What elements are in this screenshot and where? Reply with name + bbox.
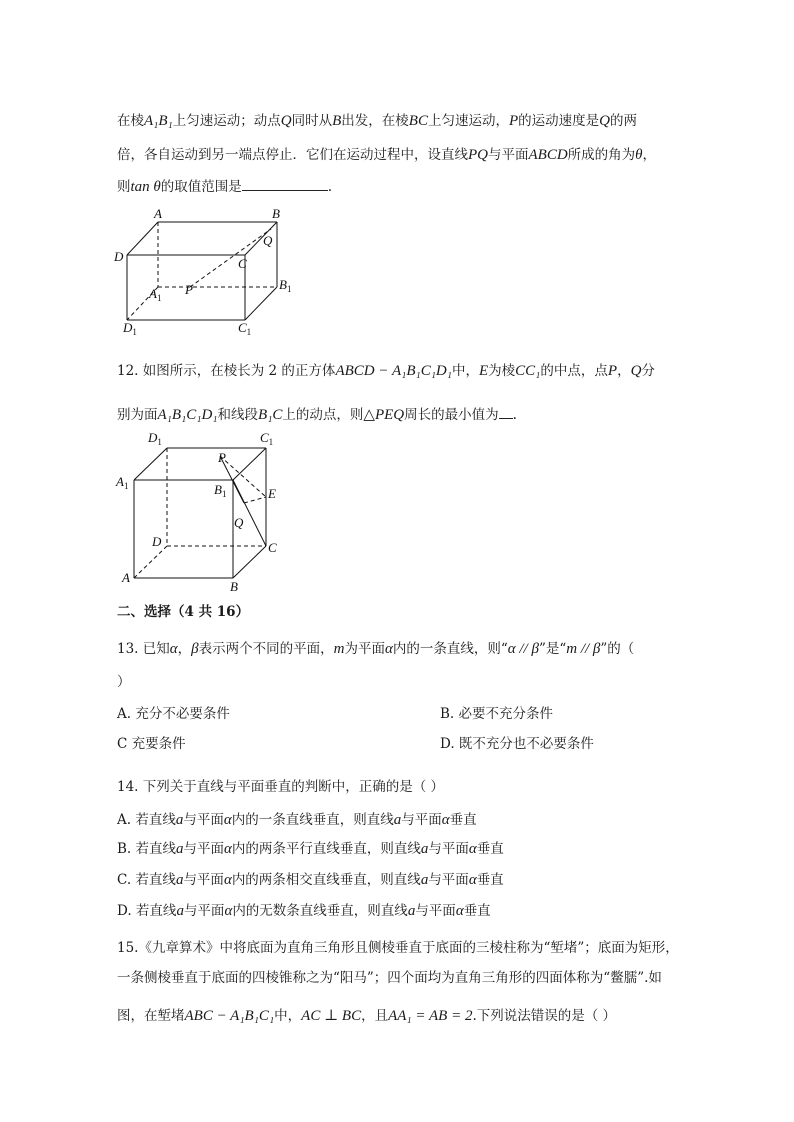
label-e: E	[268, 486, 276, 501]
label-d1: $D_1$	[148, 430, 162, 447]
q12-text: 分	[641, 363, 655, 379]
q13-math-alpha: α	[169, 641, 178, 657]
q12-line-2	[117, 404, 517, 424]
q13-text: ”的（	[600, 641, 635, 657]
q14-text: 与平面	[183, 903, 225, 919]
q13-math-alpha-parallel-beta: α // β	[507, 641, 539, 657]
label-c: C	[268, 540, 277, 555]
q14-text: 与平面	[428, 872, 469, 888]
q11-math-q: Q	[280, 113, 292, 129]
q11-line-1	[117, 112, 637, 130]
q14-option-a[interactable]	[117, 811, 477, 829]
label-c: C	[238, 256, 247, 271]
q14-text: 内的两条相交直线垂直，则直线	[231, 872, 421, 888]
q12-text: .	[512, 407, 517, 423]
q12-math-p: P	[607, 363, 618, 379]
math-a: a	[393, 812, 402, 828]
q14-text: 垂直	[463, 903, 491, 919]
q14-text: 与平面	[183, 812, 224, 828]
q15-text: ，且	[361, 1008, 389, 1024]
math-alpha: α	[468, 872, 477, 888]
math-alpha: α	[223, 872, 232, 888]
segment-pe	[220, 456, 266, 497]
q15-text: 中，	[274, 1008, 302, 1024]
q11-text: 则	[117, 179, 131, 195]
q12-math-triangle: △PEQ	[363, 407, 405, 423]
q12-math-q: Q	[630, 363, 642, 379]
q11-math-tan-theta: tan θ	[130, 179, 161, 195]
q15-line-1: 15.《九章算术》中将底面为直角三角形且侧棱垂直于底面的三棱柱称为“堑堵”；底面为矩形，	[117, 940, 679, 956]
edge-c1b1	[233, 448, 266, 480]
math-alpha: α	[441, 812, 450, 828]
q11-text: 上匀速运动；动点	[172, 113, 281, 129]
q11-math-p: P	[508, 113, 519, 129]
cube-figure	[112, 425, 287, 595]
q12-text: 上的动点，则	[282, 407, 364, 423]
answer-blank[interactable]	[499, 404, 513, 419]
q13-text: 13. 已知	[117, 641, 170, 657]
label-a1: $A_1$	[116, 474, 129, 491]
label-d1: $D_1$	[123, 320, 137, 337]
q11-line-2	[117, 146, 656, 164]
edge-d1a1	[134, 448, 167, 480]
math-a: a	[420, 872, 429, 888]
edge-ad	[127, 222, 158, 255]
segment-qe	[244, 497, 266, 503]
q12-text: 和线段	[217, 407, 259, 423]
label-p: P	[185, 282, 193, 297]
q13-option-c[interactable]: C 充要条件	[117, 736, 186, 752]
q13-math-m: m	[333, 641, 345, 657]
q13-text: 内的一条直线，则“	[392, 641, 508, 657]
segment-pq	[190, 229, 271, 287]
q11-text: 所成的角为	[567, 147, 636, 163]
q12-math-e: E	[478, 363, 489, 379]
q12-text: 中，	[451, 363, 479, 379]
label-d: D	[152, 534, 162, 549]
q11-math-q: Q	[599, 113, 610, 129]
q12-math-cc1: CC₁	[515, 363, 541, 379]
q12-text: 别为面	[117, 407, 158, 423]
q15-line-3	[117, 1007, 616, 1025]
q11-text: 上匀速运动，	[427, 113, 509, 129]
box-figure	[110, 205, 310, 340]
segment-b1c	[233, 480, 266, 546]
q12-text: 为棱	[488, 363, 516, 379]
label-a: A	[154, 206, 162, 221]
label-b1: $B_1$	[279, 277, 292, 294]
q12-line-1	[117, 362, 655, 380]
q13-text: 为平面	[344, 641, 385, 657]
math-a: a	[407, 903, 416, 919]
label-b1: $B_1$	[214, 482, 227, 499]
q14-stem: 14. 下列关于直线与平面垂直的判断中，正确的是（ ）	[117, 779, 445, 795]
q14-text: 内的一条直线垂直，则直线	[231, 812, 394, 828]
hidden-edge-da	[134, 546, 167, 578]
q15-math-prism: ABC − A₁B₁C₁	[184, 1008, 275, 1024]
q14-text: B. 若直线	[117, 841, 177, 857]
q12-math-cube: ABCD − A₁B₁C₁D₁	[335, 363, 452, 379]
q12-text: 12. 如图所示，在棱长为 2 的正方体	[117, 363, 336, 379]
math-alpha: α	[223, 812, 232, 828]
q15-text: 图，在堑堵	[117, 1008, 185, 1024]
q11-text: 在棱	[117, 113, 144, 129]
q11-math-b: B	[332, 113, 342, 129]
math-alpha: α	[455, 903, 464, 919]
label-b: B	[272, 206, 280, 221]
q13-text: 表示两个不同的平面，	[198, 641, 334, 657]
q14-text: D. 若直线	[117, 903, 177, 919]
q15-math-aa1-eq-ab: AA₁ = AB = 2	[388, 1008, 473, 1024]
q14-text: 垂直	[476, 872, 504, 888]
q11-text: ，	[642, 147, 657, 163]
label-c1: $C_1$	[238, 320, 252, 337]
q11-text: 同时从	[291, 113, 333, 129]
q11-math-theta: θ	[635, 147, 643, 163]
math-a: a	[176, 903, 184, 919]
label-c1: $C_1$	[260, 430, 274, 447]
q15-math-ac-perp-bc: AC ⊥ BC	[301, 1008, 362, 1024]
edge-c1b1	[245, 287, 277, 320]
q13-text: ，	[177, 641, 192, 657]
section-heading: 二、选择（4 共 16）	[117, 604, 250, 620]
edge-bc	[233, 546, 266, 578]
q12-text: 的中点，点	[540, 363, 608, 379]
q13-math-beta: β	[191, 641, 199, 657]
q14-text: 与平面	[415, 903, 456, 919]
q13-option-d[interactable]: D. 既不充分也不必要条件	[440, 736, 594, 752]
q14-option-d[interactable]	[117, 902, 491, 920]
answer-blank[interactable]	[242, 176, 328, 191]
q14-text: 垂直	[476, 841, 504, 857]
q14-text: 与平面	[183, 841, 225, 857]
math-alpha: α	[224, 903, 233, 919]
math-a: a	[175, 812, 184, 828]
q12-text: 周长的最小值为	[404, 407, 499, 423]
q11-math-abcd: ABCD	[528, 147, 568, 163]
q13-option-b[interactable]: B. 必要不充分条件	[440, 706, 554, 722]
label-q: Q	[234, 515, 244, 530]
q12-math-face: A₁B₁C₁D₁	[157, 407, 218, 423]
q11-text: 出发，在棱	[341, 113, 409, 129]
q13-line-1	[117, 640, 634, 658]
q14-text: C. 若直线	[117, 872, 176, 888]
q14-text: 与平面	[401, 812, 442, 828]
q14-text: 内的无数条直线垂直，则直线	[232, 903, 408, 919]
q11-math-a1b1: A₁B₁	[144, 113, 173, 129]
q14-option-b[interactable]	[117, 840, 504, 858]
q14-text: 与平面	[428, 841, 469, 857]
math-a: a	[175, 872, 184, 888]
q11-line-3	[117, 176, 332, 196]
q14-text: 与平面	[183, 872, 224, 888]
q11-math-bc: BC	[408, 113, 428, 129]
q11-text: .	[327, 179, 333, 195]
q15-text: .下列说法错误的是（ ）	[472, 1008, 617, 1024]
label-a: A	[122, 570, 130, 585]
q11-text: 与平面	[488, 147, 529, 163]
label-q: Q	[263, 233, 273, 248]
label-p: P	[218, 450, 226, 465]
q14-option-c[interactable]	[117, 871, 504, 889]
q14-text: 垂直	[449, 812, 477, 828]
label-d: D	[114, 249, 124, 264]
q11-text: 倍，各自运动到另一端点停止．它们在运动过程中，设直线	[117, 147, 468, 163]
q11-text: 的两	[609, 113, 637, 129]
q13-math-alpha: α	[384, 641, 393, 657]
q14-text: 内的两条平行直线垂直，则直线	[231, 841, 421, 857]
q11-text: 的取值范围是	[160, 179, 242, 195]
math-a: a	[176, 841, 184, 857]
q15-line-2: 一条侧棱垂直于底面的四棱锥称之为“阳马”；四个面均为直角三角形的四面体称为“鳖臑”.如	[117, 970, 662, 986]
label-a1: $A_1$	[149, 286, 162, 303]
math-alpha: α	[224, 841, 232, 857]
q13-option-a[interactable]: A. 充分不必要条件	[117, 706, 230, 722]
label-b: B	[230, 579, 238, 594]
q12-math-b1c: B₁C	[258, 407, 283, 423]
q12-text: ，	[617, 363, 631, 379]
q14-text: A. 若直线	[117, 812, 176, 828]
math-a: a	[420, 841, 429, 857]
q13-line-2: ）	[117, 674, 131, 690]
math-alpha: α	[468, 841, 477, 857]
q13-math-m-parallel-beta: m // β	[566, 641, 601, 657]
q11-math-pq: PQ	[468, 147, 488, 163]
q13-text: ”是“	[538, 641, 567, 657]
q11-text: 的运动速度是	[518, 113, 600, 129]
